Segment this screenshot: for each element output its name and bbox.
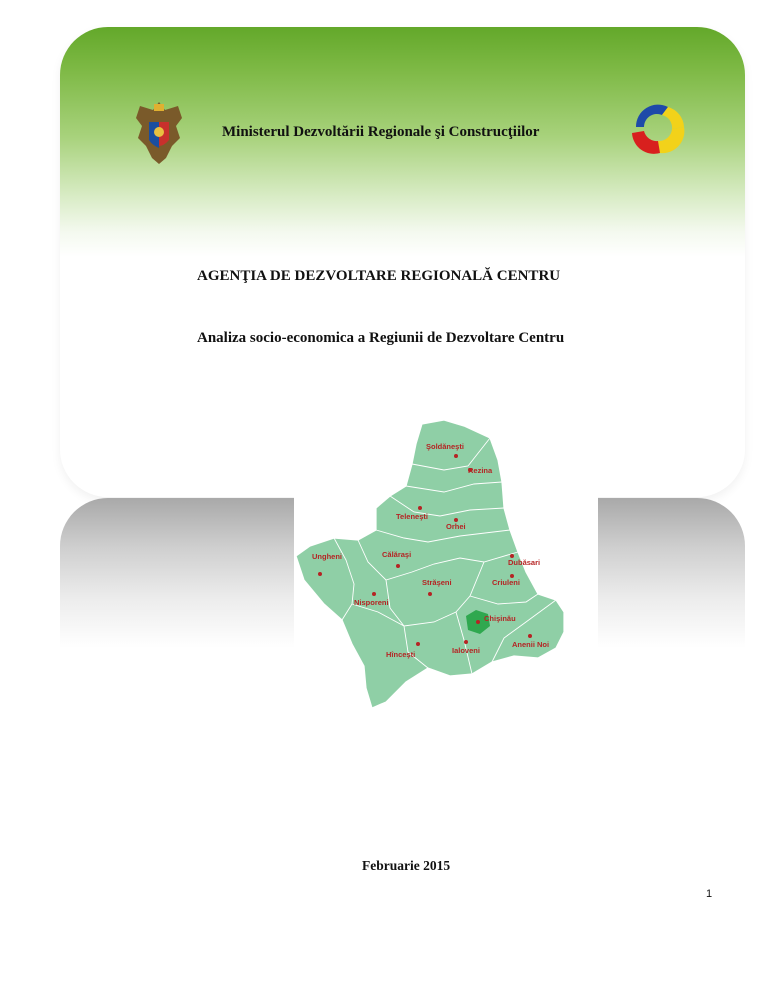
city-label: Teleneşti [396,512,428,521]
city-label: Dubăsari [508,558,541,567]
region-map [294,412,598,714]
city-label: Călăraşi [382,550,412,559]
agency-logo-icon [626,97,688,159]
ministry-name: Ministerul Dezvoltării Regionale şi Construcţiilor [222,124,540,140]
city-label: Chişinău [484,614,516,623]
city-label: Hînceşti [386,650,416,659]
city-label: Şoldăneşti [426,442,464,451]
city-label: Străşeni [422,578,452,587]
page-number: 1 [706,888,713,900]
agency-title: AGENŢIA DE DEZVOLTARE REGIONALĂ CENTRU [197,268,561,284]
city-label: Ungheni [312,552,342,561]
city-label: Criuleni [492,578,520,587]
coat-of-arms-icon [132,98,186,166]
city-label: Nisporeni [354,598,389,607]
document-subtitle: Analiza socio-economica a Regiunii de Dezvoltare Centru [197,330,565,346]
city-label: Rezina [468,466,493,475]
city-label: Anenii Noi [512,640,550,649]
document-date: Februarie 2015 [362,858,451,873]
city-label: Orhei [446,522,466,531]
region-map-shape [294,412,598,714]
city-label: Ialoveni [452,646,480,655]
